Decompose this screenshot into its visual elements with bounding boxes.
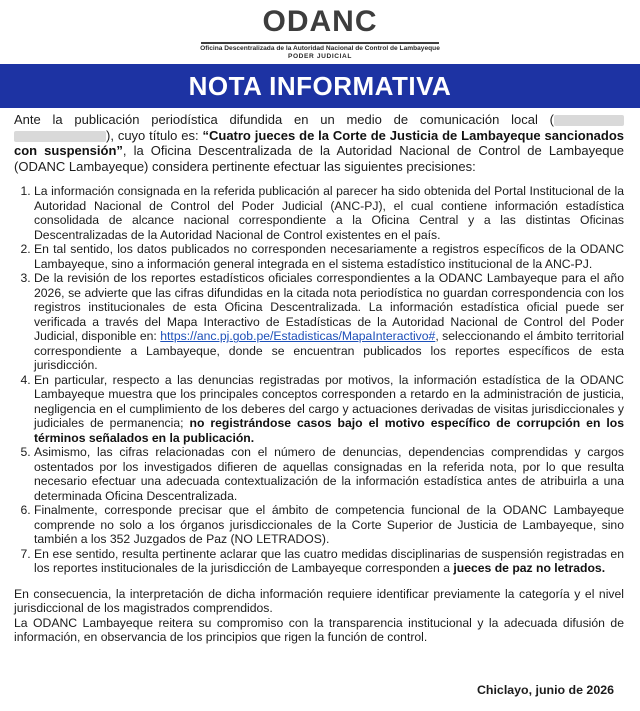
- clarifications-list: [14, 184, 624, 576]
- list-item: [34, 242, 624, 271]
- point-3-text-b: , seleccionando el ámbito territorial correspondiente a Lambayeque, donde se encuentran publicados los reportes específicos de esta jurisdicción.: [34, 329, 624, 373]
- point-4-bold: no registrándose casos bajo el motivo específico de corrupción en los términos señalados en la publicación.: [34, 416, 624, 445]
- redacted-source-2: [14, 131, 106, 142]
- point-6-text: Finalmente, corresponde precisar que el ámbito de competencia funcional de la ODANC Lambayeque comprende no solo a los órganos jurisdiccionales de la Corte Superior de Justicia de Lambayeque, sino también a los 352 Juzgados de Paz (NO LETRADOS).: [34, 503, 624, 547]
- intro-text-2: ), cuyo título es:: [106, 127, 203, 143]
- point-5-text: Asimismo, las cifras relacionadas con el número de denuncias, dependencias comprendidas y cargos ostentados por los investigados difieren de aquellas consignadas en la referida nota, por lo que resulta necesario efectuar una adecuada contextualización de la información estadística antes de atribuirla a una determinada Oficina Descentralizada.: [34, 445, 624, 503]
- list-item: [34, 373, 624, 446]
- note-body: [14, 112, 624, 645]
- logo-subtitle: Oficina Descentralizada de la Autoridad Nacional de Control de Lambayeque: [200, 45, 440, 52]
- intro-text-3: , la Oficina Descentralizada de la Autoridad Nacional de Control de Lambayeque (ODANC Lambayeque) considera pertinente efectuar las siguientes precisiones:: [14, 143, 624, 174]
- logo-title: ODANC: [262, 5, 378, 38]
- point-7-text: En ese sentido, resulta pertinente aclarar que las cuatro medidas disciplinarias de suspensión registradas en los reportes institucionales de la jurisdicción de Lambayeque corresponden a: [34, 546, 624, 576]
- logo-divider: [201, 42, 439, 44]
- intro-text-1: Ante la publicación periodística difundida en un medio de comunicación local (: [14, 112, 554, 127]
- logo-subtitle-judicial: PODER JUDICIAL: [287, 53, 353, 60]
- list-item: [34, 184, 624, 242]
- closing-paragraph-2: La ODANC Lambayeque reitera su compromiso con la transparencia institucional y la adecuada difusión de información, en observancia de los principios que rigen la función de control.: [14, 615, 624, 645]
- title-banner: NOTA INFORMATIVA: [0, 64, 640, 108]
- place-date: Chiclayo, junio de 2026: [476, 683, 614, 697]
- point-2-text: En tal sentido, los datos publicados no corresponden necesariamente a registros específicos de la ODANC Lambayeque, sino a información general integrada en el sistema estadístico institucional de la ANC-PJ.: [34, 242, 624, 271]
- intro-paragraph: [14, 112, 624, 174]
- article-headline: “Cuatro jueces de la Corte de Justicia de Lambayeque sancionados con suspensión”: [14, 127, 624, 159]
- list-item: [34, 503, 624, 547]
- list-item: [34, 445, 624, 503]
- closing-section: [14, 587, 624, 645]
- point-1-text: La información consignada en la referida publicación al parecer ha sido obtenida del Portal Institucional de la Autoridad Nacional de Control del Poder Judicial (ANC-PJ), el cual contiene información estadística consolidada de alcance nacional correspondiente a la Oficina Central y a las distintas Oficinas Descentralizadas de la Autoridad Nacional de Control existentes en el país.: [34, 184, 624, 242]
- point-3-text-a: De la revisión de los reportes estadísticos oficiales correspondientes a la ODANC Lambayeque para el año 2026, se advierte que las cifras difundidas en la citada nota periodística no guardan correspondencia con los registros institucionales de esta Oficina Descentralizada. La información estadística oficial puede ser verificada a través del Mapa Interactivo de Estadísticas de la Autoridad Nacional de Control del Poder Judicial, disponible en:: [34, 271, 624, 344]
- point-4-text: En particular, respecto a las denuncias registradas por motivos, la información estadística de la ODANC Lambayeque muestra que los principales conceptos corresponden a retardo en la administración de justicia, negligencia en el cumplimiento de los deberes del cargo y actuaciones derivadas de visitas jurisdiccionales y judiciales de permanencia;: [34, 372, 624, 431]
- list-item: [34, 271, 624, 373]
- list-item: [34, 547, 624, 576]
- statistics-map-link[interactable]: https://anc.pj.gob.pe/Estadisticas/MapaInteractivo#: [160, 329, 436, 344]
- closing-paragraph-1: En consecuencia, la interpretación de dicha información requiere identificar previamente la categoría y el nivel jurisdiccional de los magistrados comprendidos.: [14, 586, 624, 616]
- redacted-source: [554, 115, 624, 126]
- odanc-logo: [195, 6, 445, 61]
- point-7-bold: jueces de paz no letrados.: [453, 561, 606, 576]
